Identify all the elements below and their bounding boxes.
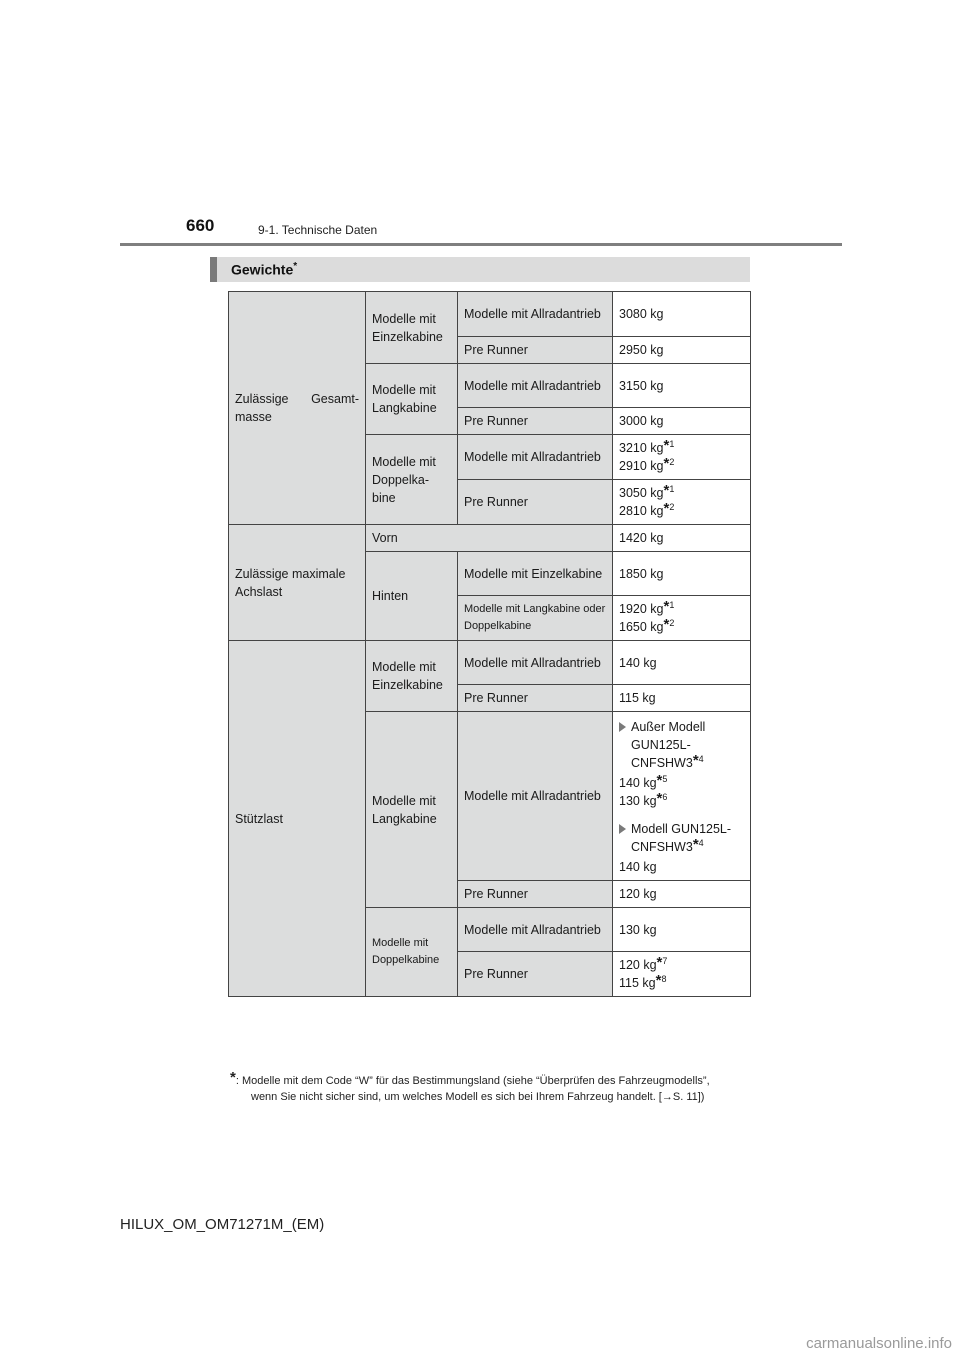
- doppelkabine-label: Modelle mit Doppelka-bine: [366, 435, 458, 525]
- einzelkabine-label: Modelle mit Einzelkabine: [366, 641, 458, 712]
- prerunner-label: Pre Runner: [458, 480, 613, 525]
- value-cell: 1850 kg: [613, 552, 751, 596]
- list-item: Modell GUN125L-CNFSHW3*$^4$: [619, 820, 744, 856]
- table-row: [229, 292, 751, 337]
- prerunner-label: Pre Runner: [458, 952, 613, 997]
- prerunner-label: Pre Runner: [458, 685, 613, 712]
- prerunner-label: Pre Runner: [458, 337, 613, 364]
- value-cell: 120 kg: [613, 881, 751, 908]
- prerunner-label: Pre Runner: [458, 881, 613, 908]
- value-cell: 1920 kg*$^1$ 1650 kg*$^2$: [613, 596, 751, 641]
- value-cell: 120 kg*$^7$ 115 kg*$^8$: [613, 952, 751, 997]
- stuetzlast-label: Stützlast: [229, 641, 366, 997]
- footnote-marker: *: [230, 1069, 236, 1086]
- list-item: Außer Modell GUN125L-CNFSHW3*$^4$: [619, 718, 744, 772]
- heading-bar: [210, 257, 750, 282]
- value-cell: 2950 kg: [613, 337, 751, 364]
- value-cell: 3150 kg: [613, 364, 751, 408]
- allradantrieb-label: Modelle mit Allradantrieb: [458, 641, 613, 685]
- lang-oder-doppel-label: Modelle mit Langkabine oder Doppelkabine: [458, 596, 613, 641]
- table-row: [229, 525, 751, 552]
- weights-table: [228, 291, 751, 997]
- value-cell: 3050 kg*$^1$ 2810 kg*$^2$: [613, 480, 751, 525]
- footnote: [230, 1069, 750, 1105]
- hinten-label: Hinten: [366, 552, 458, 641]
- heading-marker: *: [293, 261, 298, 272]
- header-rule: [120, 243, 842, 246]
- allradantrieb-label: Modelle mit Allradantrieb: [458, 364, 613, 408]
- section-title: 9-1. Technische Daten: [258, 223, 378, 237]
- watermark: carmanualsonline.info: [806, 1335, 952, 1352]
- heading-title-text: Gewichte: [231, 261, 294, 278]
- triangle-bullet-icon: [619, 824, 626, 834]
- allradantrieb-label: Modelle mit Allradantrieb: [458, 435, 613, 480]
- zulaessige-gesamtmasse-label: Zulässige Gesamt- masse: [229, 292, 366, 525]
- value-cell: 115 kg: [613, 685, 751, 712]
- doppelkabine-label: Modelle mit Doppelkabine: [366, 908, 458, 997]
- langkabine-label: Modelle mit Langkabine: [366, 712, 458, 908]
- heading-title: [231, 261, 297, 278]
- einzelkabine-label: Modelle mit Einzelkabine: [366, 292, 458, 364]
- prerunner-label: Pre Runner: [458, 408, 613, 435]
- langkabine-label: Modelle mit Langkabine: [366, 364, 458, 435]
- value-cell: Außer Modell GUN125L-CNFSHW3*$^4$ 140 kg*$^5$ 130 kg*$^6$ Modell GUN125L-CNFSHW3*$^4$ 140 kg: [613, 712, 751, 881]
- value-cell: 3000 kg: [613, 408, 751, 435]
- vorn-label: Vorn: [366, 525, 613, 552]
- allradantrieb-label: Modelle mit Allradantrieb: [458, 908, 613, 952]
- footnote-line-1: : Modelle mit dem Code “W” für das Bestimmungsland (siehe “Überprüfen des Fahrzeugmodells”,: [235, 1075, 710, 1087]
- footnote-line-2: wenn Sie nicht sicher sind, um welches Modell es sich bei Ihrem Fahrzeug handelt. [→S. 11]): [251, 1091, 705, 1103]
- value-cell: 1420 kg: [613, 525, 751, 552]
- value-cell: 3080 kg: [613, 292, 751, 337]
- page-number: 660: [186, 216, 215, 235]
- achslast-label: Zulässige maximale Achslast: [229, 525, 366, 641]
- value-cell: 130 kg: [613, 908, 751, 952]
- einzelkabine-label: Modelle mit Einzelkabine: [458, 552, 613, 596]
- triangle-bullet-icon: [619, 722, 626, 732]
- table-row: [229, 641, 751, 685]
- value-cell: 3210 kg*$^1$ 2910 kg*$^2$: [613, 435, 751, 480]
- allradantrieb-label: Modelle mit Allradantrieb: [458, 292, 613, 337]
- allradantrieb-label: Modelle mit Allradantrieb: [458, 712, 613, 881]
- value-cell: 140 kg: [613, 641, 751, 685]
- document-id: HILUX_OM_OM71271M_(EM): [120, 1216, 325, 1233]
